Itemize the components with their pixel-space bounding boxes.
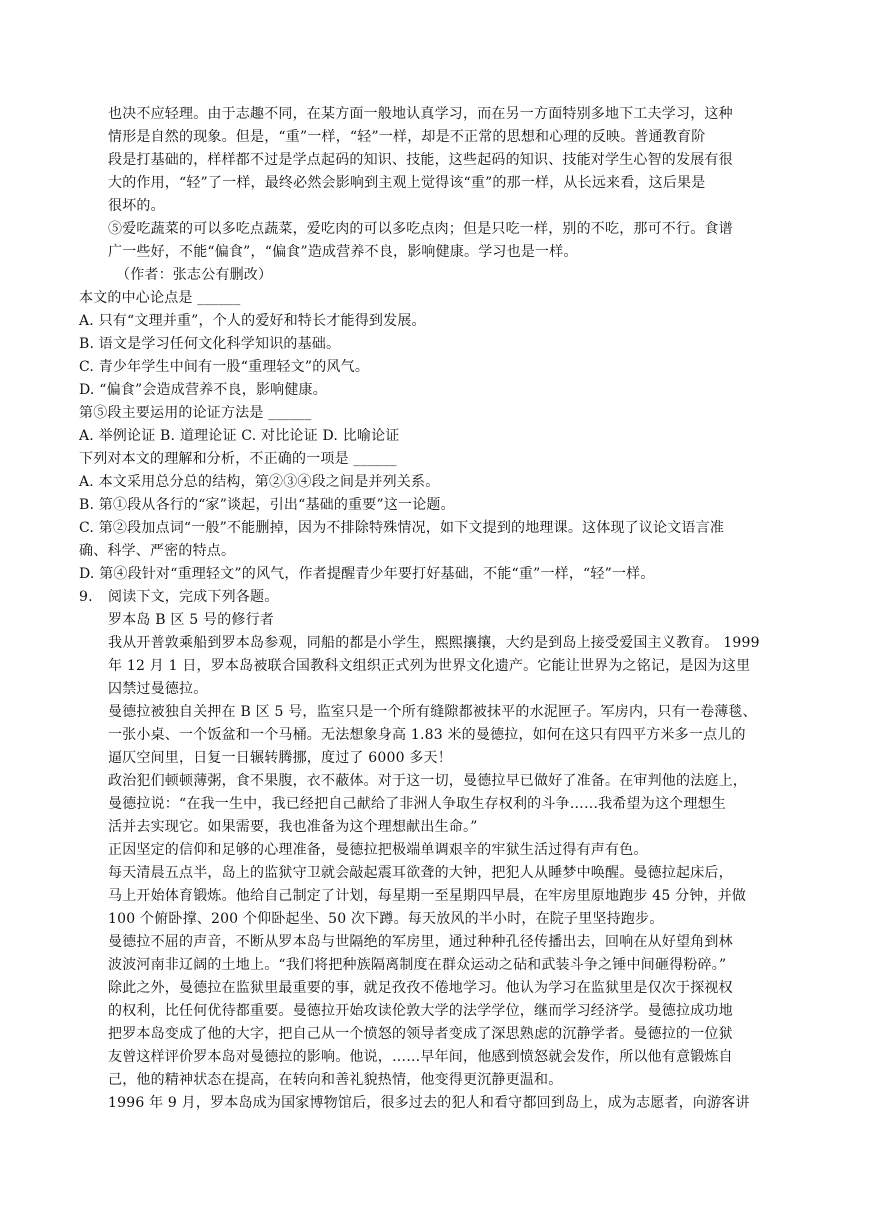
article-line: 政治犯们顿顿薄粥，食不果腹，衣不蔽体。对于这一切，曼德拉早已做好了准备。在审判他的法庭上，	[108, 773, 747, 789]
options-line: A. 举例论证 B. 道理论证 C. 对比论证 D. 比喻论证	[79, 428, 400, 444]
option-c: C. 青少年学生中间有一股“重理轻文”的风气。	[79, 359, 370, 375]
article-line: 活并去实现它。如果需要，我也准备为这个理想献出生命。”	[108, 819, 478, 835]
article-line: 每天清晨五点半，岛上的监狱守卫就会敲起震耳欲聋的大钟，把犯人从睡梦中唤醒。曼德拉起床后，	[108, 865, 733, 881]
passage-line: 情形是自然的现象。但是，“重”一样，“轻”一样，却是不正常的思想和心理的反映。普通教育阶	[108, 129, 706, 145]
passage-line: 广一些好，不能“偏食”，“偏食”造成营养不良，影响健康。学习也是一样。	[108, 244, 578, 260]
question-stem: 本文的中心论点是 ______	[79, 290, 241, 306]
article-title: 罗本岛 B 区 5 号的修行者	[108, 612, 274, 628]
article-line: 囚禁过曼德拉。	[108, 681, 208, 697]
article-line: 正因坚定的信仰和足够的心理准备，曼德拉把极端单调艰辛的牢狱生活过得有声有色。	[108, 842, 648, 858]
article-line: 马上开始体育锻炼。他给自己制定了计划，每星期一至星期四早晨，在牢房里原地跑步 45 分钟，并做	[108, 888, 747, 904]
question-stem: 下列对本文的理解和分析，不正确的一项是 ______	[79, 451, 397, 467]
option-d: D. 第④段针对“重理轻文”的风气，作者提醒青少年要打好基础，不能“重”一样，“轻”一样。	[79, 566, 655, 582]
article-line: 曼德拉说：“在我一生中，我已经把自己献给了非洲人争取生存权利的斗争……我希望为这个理想生	[108, 796, 726, 812]
option-a: A. 只有“文理并重”，个人的爱好和特长才能得到发展。	[79, 313, 426, 329]
passage-line: 很坏的。	[108, 198, 165, 214]
article-line: 逼仄空间里，日复一日辗转腾挪，度过了 6000 多天！	[108, 750, 452, 766]
article-line: 100 个俯卧撑、200 个仰卧起坐、50 次下蹲。每天放风的半小时，在院子里坚持跑步。	[108, 911, 664, 927]
article-line: 把罗本岛变成了他的大字，把自己从一个愤怒的领导者变成了深思熟虑的沉静学者。曼德拉的一位狱	[108, 1026, 733, 1042]
article-line: 己，他的精神状态在提高，在转向和善礼貌热情，他变得更沉静更温和。	[108, 1072, 563, 1088]
option-c-continued: 确、科学、严密的特点。	[79, 543, 236, 559]
passage-line: ⑤爱吃蔬菜的可以多吃点蔬菜，爱吃肉的可以多吃点肉；但是只吃一样，别的不吃，那可不行。食谱	[108, 221, 733, 237]
article-line: 一张小桌、一个饭盆和一个马桶。无法想象身高 1.83 米的曼德拉，如何在这只有四平方米多一点儿的	[108, 727, 746, 743]
question-stem: 第⑤段主要运用的论证方法是 ______	[79, 405, 312, 421]
author-line: （作者：张志公有删改）	[116, 267, 273, 283]
article-line: 曼德拉被独自关押在 B 区 5 号，监室只是一个所有缝隙都被抹平的水泥匣子。军房内，只有一卷薄毯、	[108, 704, 757, 720]
option-b: B. 语文是学习任何文化科学知识的基础。	[79, 336, 341, 352]
article-line: 友曾这样评价罗本岛对曼德拉的影响。他说，……早年间，他感到愤怒就会发作，所以他有意锻炼自	[108, 1049, 733, 1065]
passage-line: 段是打基础的，样样都不过是学点起码的知识、技能，这些起码的知识、技能对学生心智的发展有很	[108, 152, 733, 168]
article-line: 曼德拉不屈的声音，不断从罗本岛与世隔绝的军房里，通过种种孔径传播出去，回响在从好望角到林	[108, 934, 733, 950]
option-c: C. 第②段加点词“一般”不能删掉，因为不排除特殊情况，如下文提到的地理课。这体现了议论文语言准	[79, 520, 725, 536]
article-line: 我从开普敦乘船到罗本岛参观，同船的都是小学生，熙熙攘攘，大约是到岛上接受爱国主义教育。 1999	[108, 635, 760, 651]
passage-line: 也决不应轻理。由于志趣不同，在某方面一般地认真学习，而在另一方面特别多地下工夫学习，这种	[108, 106, 733, 122]
article-line: 年 12 月 1 日，罗本岛被联合国教科文组织正式列为世界文化遗产。它能让世界为之铭记，是因为这里	[108, 658, 751, 674]
option-d: D. “偏食”会造成营养不良，影响健康。	[79, 382, 327, 398]
item-instruction: 阅读下文，完成下列各题。	[108, 589, 279, 605]
passage-line: 大的作用，“轻”了一样，最终必然会影响到主观上觉得该“重”的那一样，从长远来看，这后果是	[108, 175, 706, 191]
article-line: 除此之外，曼德拉在监狱里最重要的事，就足孜孜不倦地学习。他认为学习在监狱里是仅次于探视权	[108, 980, 733, 996]
option-b: B. 第①段从各行的“家”谈起，引出“基础的重要”这一论题。	[79, 497, 455, 513]
option-a: A. 本文采用总分总的结构，第②③④段之间是并列关系。	[79, 474, 440, 490]
article-line: 1996 年 9 月，罗本岛成为国家博物馆后，很多过去的犯人和看守都回到岛上，成为志愿者，向游客讲	[108, 1095, 750, 1111]
article-line: 的权利，比任何优待都重要。曼德拉开始攻读伦敦大学的法学学位，继而学习经济学。曼德拉成功地	[108, 1003, 733, 1019]
article-line: 波波河南非辽阔的土地上。“我们将把种族隔离制度在群众运动之砧和武装斗争之锤中间砸得粉碎。”	[108, 957, 727, 973]
item-number: 9.	[79, 589, 93, 605]
